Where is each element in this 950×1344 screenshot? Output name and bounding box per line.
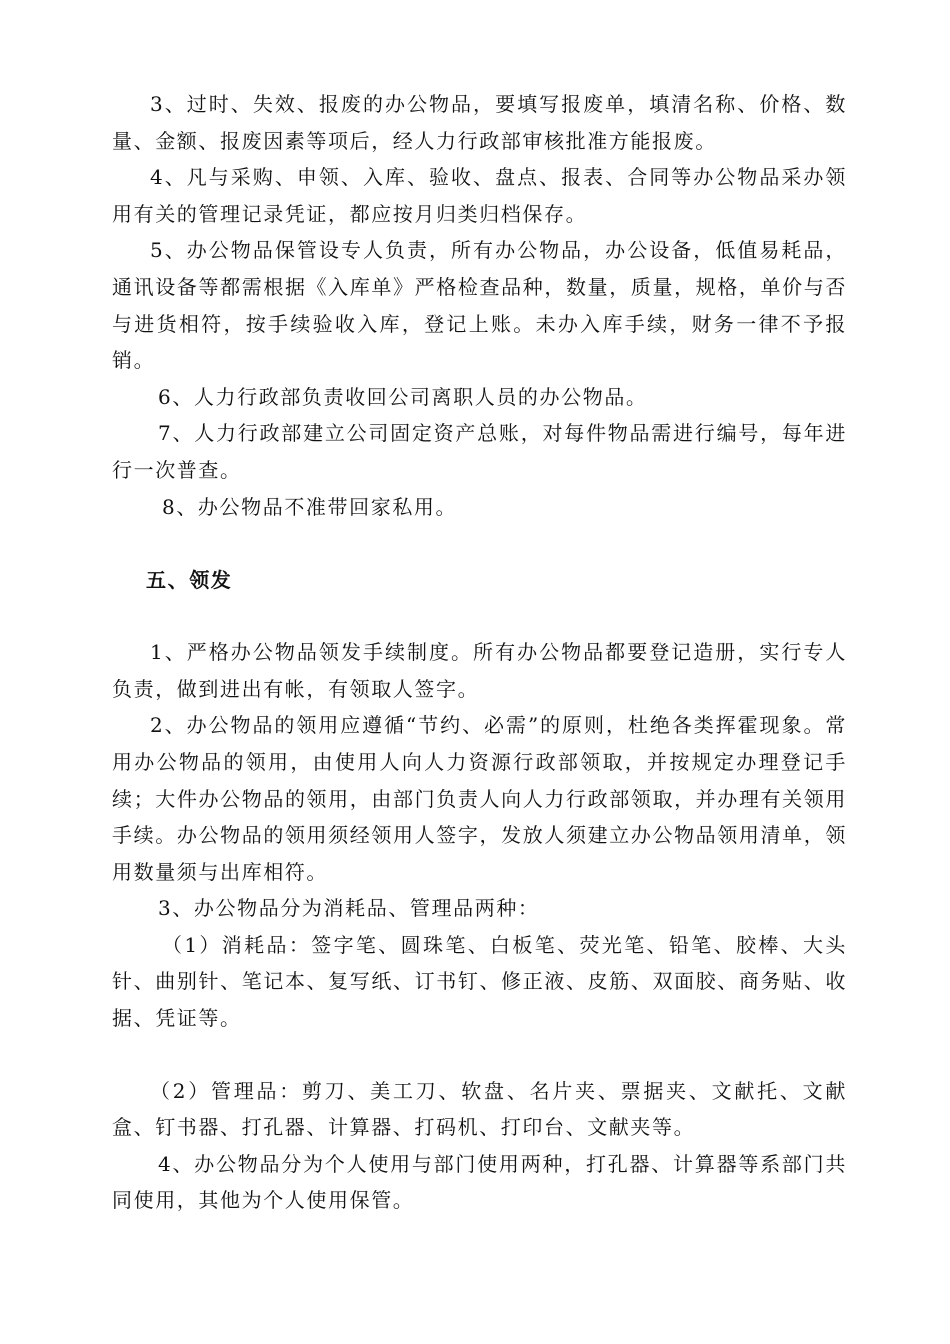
item-5-3-1: （1）消耗品：签字笔、圆珠笔、白板笔、荧光笔、铅笔、胶棒、大头针、曲别针、笔记本、复写纸、订书钉、修正液、皮筋、双面胶、商务贴、收据、凭证等。 xyxy=(112,932,847,1031)
item-5-1: 1、严格办公物品领发手续制度。所有办公物品都要登记造册，实行专人负责，做到进出有帐，有领取人签字。 xyxy=(112,640,847,701)
item-5-3-2: （2）管理品：剪刀、美工刀、软盘、名片夹、票据夹、文献托、文献盒、钉书器、打孔器、计算器、打码机、打印台、文献夹等。 xyxy=(112,1078,847,1140)
spacer xyxy=(112,525,847,562)
item-4-4: 4、凡与采购、申领、入库、验收、盘点、报表、合同等办公物品采办领用有关的管理记录凭证，都应按月归类归档保存。 xyxy=(112,165,847,226)
item-4-5: 5、办公物品保管设专人负责，所有办公物品，办公设备，低值易耗品，通讯设备等都需根据《入库单》严格检查品种，数量，质量，规格，单价与否与进货相符，按手续验收入库，登记上账。未办入库手续，财务一律不予报销。 xyxy=(112,238,847,373)
item-5-2: 2、办公物品的领用应遵循“节约、必需”的原则，杜绝各类挥霍现象。常用办公物品的领用，由使用人向人力资源行政部领取，并按规定办理登记手续；大件办公物品的领用，由部门负责人向人力行政部领取，并办理有关领用手续。办公物品的领用须经领用人签字，发放人须建立办公物品领用清单，领用数量须与出库相符。 xyxy=(112,713,847,884)
item-4-8: 8、办公物品不准带回家私用。 xyxy=(162,494,458,519)
spacer xyxy=(112,1037,847,1073)
item-4-7: 7、人力行政部建立公司固定资产总账，对每件物品需进行编号，每年进行一次普查。 xyxy=(112,421,847,482)
document-page xyxy=(112,86,847,1219)
item-5-3: 3、办公物品分为消耗品、管理品两种： xyxy=(158,896,540,921)
item-4-3: 3、过时、失效、报废的办公物品，要填写报废单，填清名称、价格、数量、金额、报废因素等项后，经人力行政部审核批准方能报废。 xyxy=(112,92,847,153)
item-5-4: 4、办公物品分为个人使用与部门使用两种，打孔器、计算器等系部门共同使用，其他为个人使用保管。 xyxy=(112,1151,847,1213)
spacer xyxy=(112,598,847,634)
item-4-6: 6、人力行政部负责收回公司离职人员的办公物品。 xyxy=(158,384,648,409)
section-5-heading: 五、领发 xyxy=(146,568,233,593)
